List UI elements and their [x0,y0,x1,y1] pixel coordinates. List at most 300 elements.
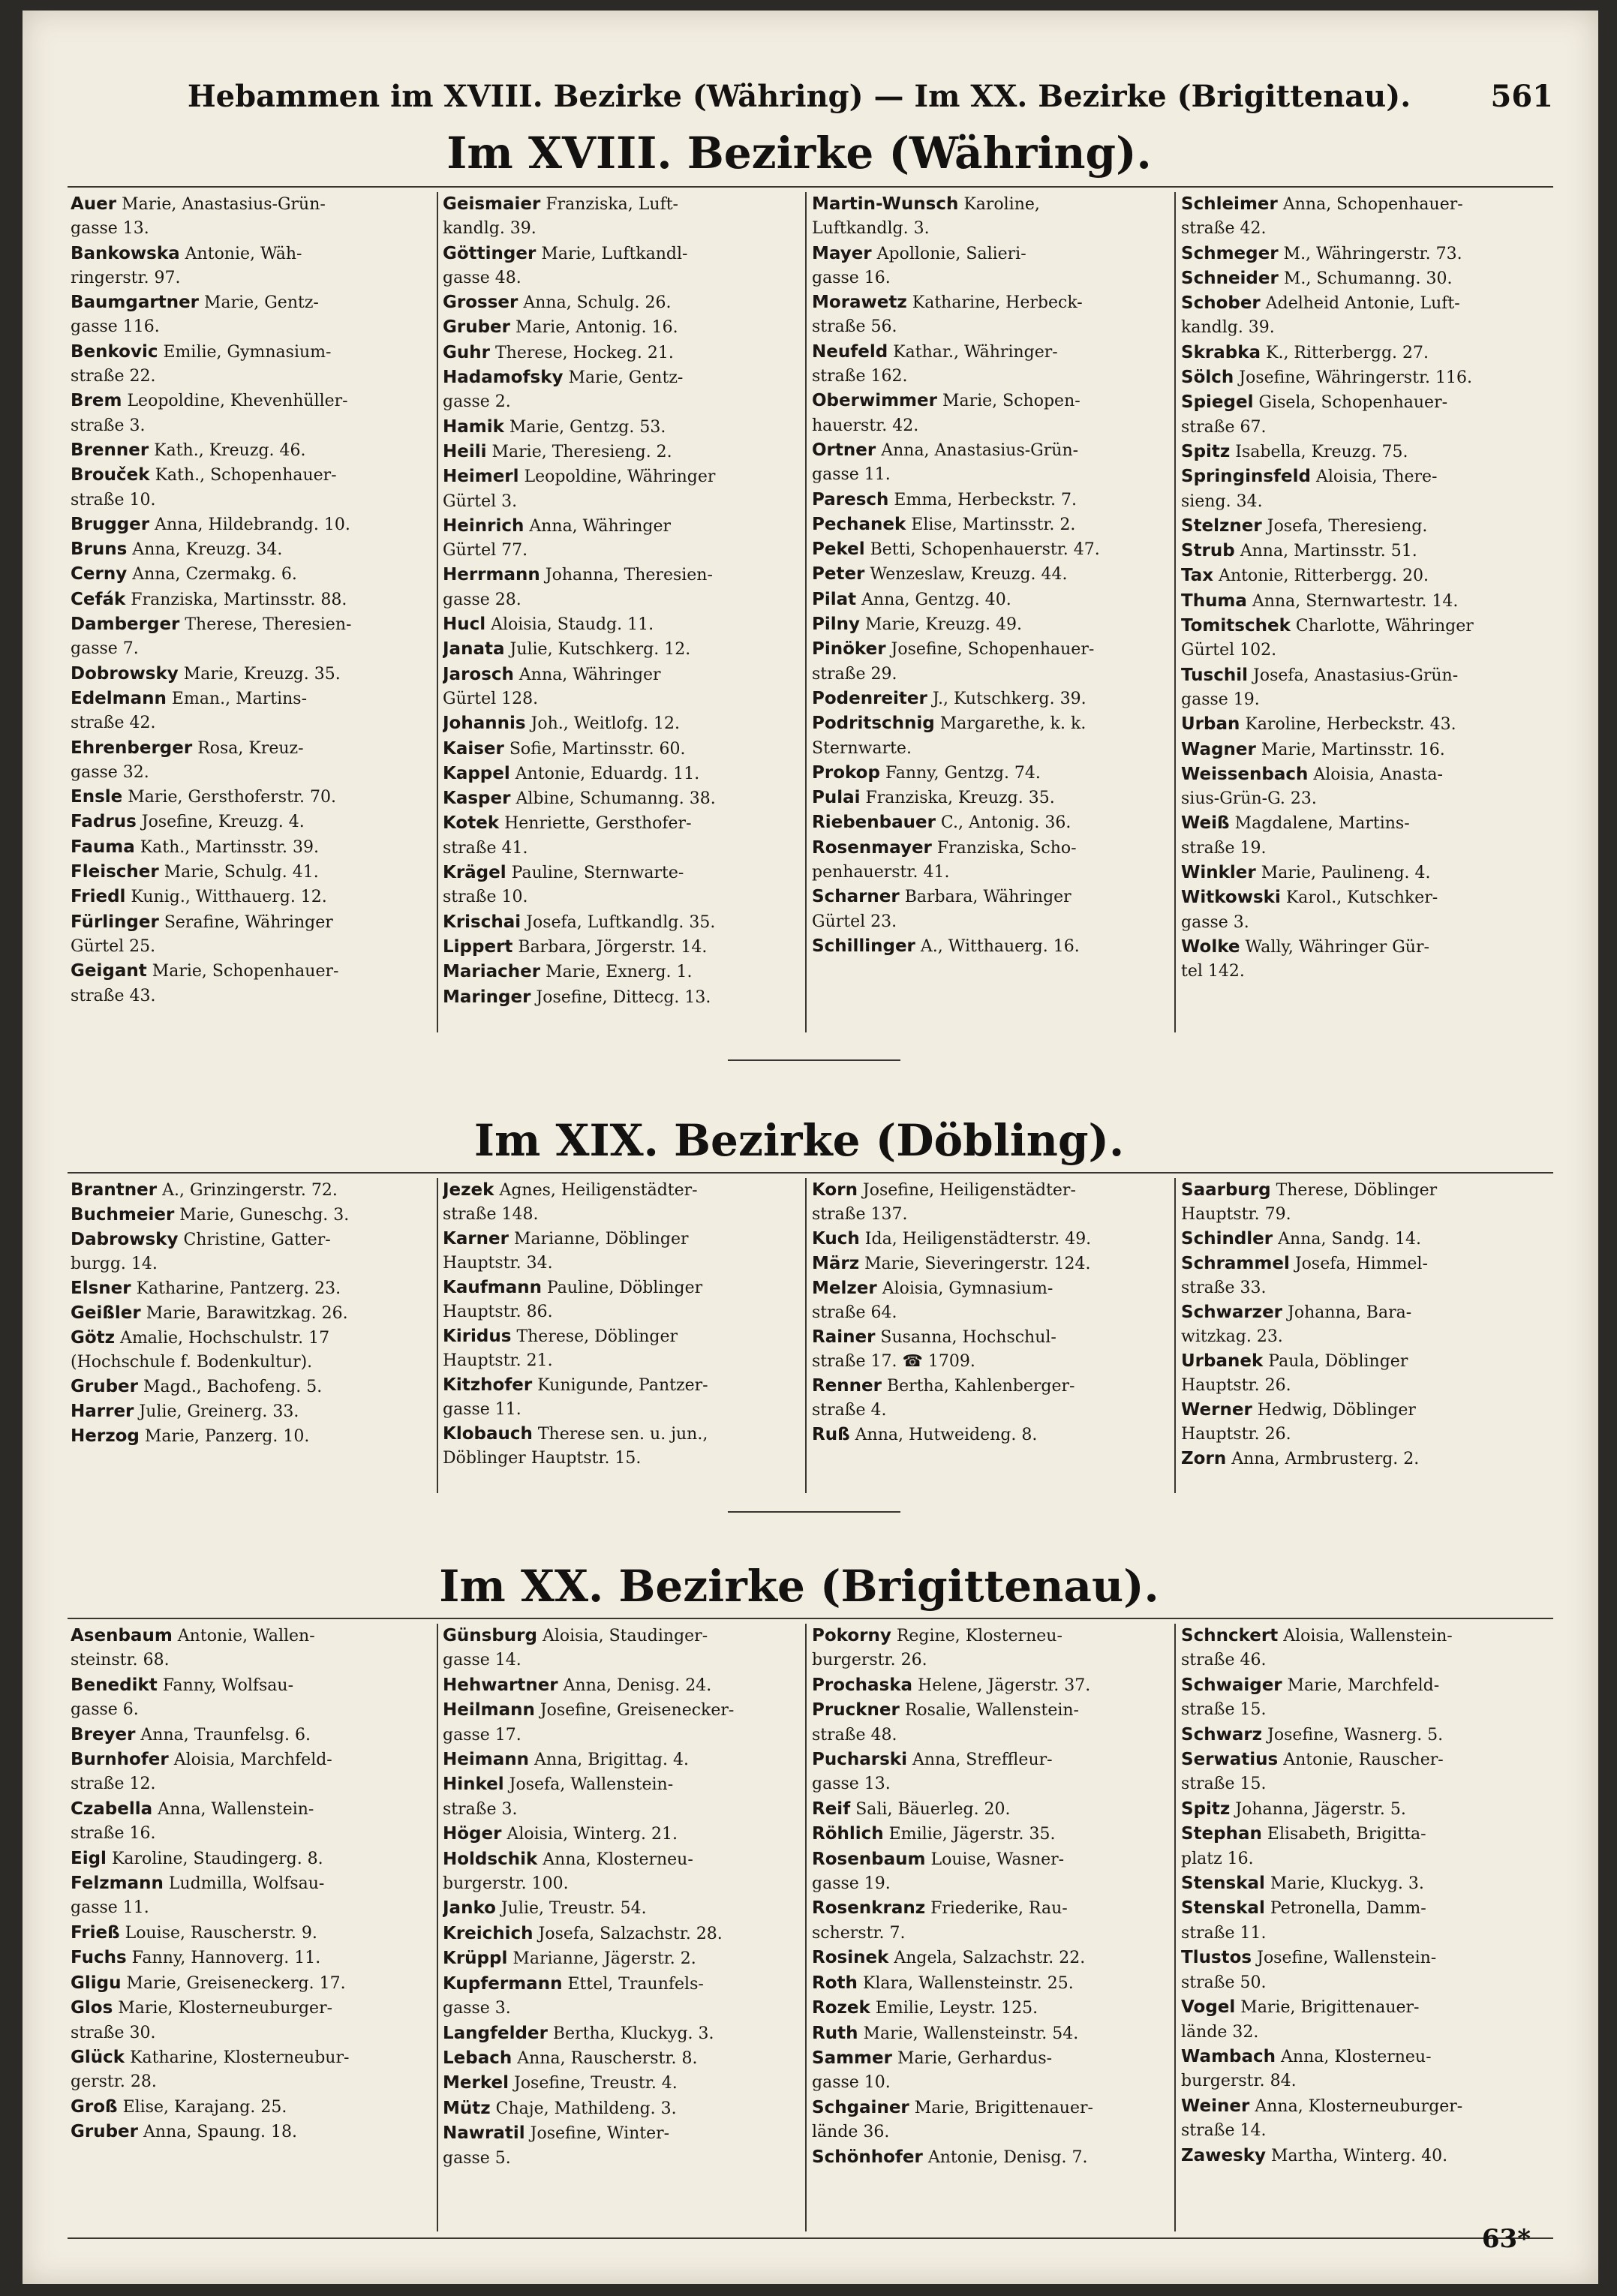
directory-entry [443,1324,798,1373]
entry-text: Zawesky Martha, Winterg. 40. [1181,2145,1448,2165]
entry-text: Hinkel Josefa, Wallenstein- [443,1775,674,1795]
entry-text: Heili Marie, Theresieng. 2. [443,441,672,461]
entry-surname: Hamik [443,416,504,437]
entry-surname: Kuch [812,1229,860,1249]
section-separator [728,1511,900,1513]
column-divider [437,1624,438,2231]
entry-surname: Podenreiter [812,688,927,708]
entry-surname: Heimerl [443,467,519,487]
directory-entry [1181,2094,1549,2144]
entry-surname: Kiridus [443,1327,512,1346]
column-s18-2 [443,192,798,1010]
entry-continuation: gasse 19. [1181,690,1260,709]
entry-surname: März [812,1254,860,1273]
entry-text: Spitz Isabella, Kreuzg. 75. [1181,441,1408,461]
directory-entry [812,438,1168,488]
entry-continuation: burgerstr. 84. [1181,2072,1297,2091]
entry-surname: Stelzner [1181,515,1262,536]
directory-entry [1181,1723,1549,1748]
directory-entry [1181,291,1549,341]
entry-surname: Brenner [71,440,149,460]
directory-entry [443,315,798,340]
directory-entry [71,1946,429,1970]
column-divider [1174,1178,1176,1493]
entry-text: Pechanek Elise, Martinsstr. 2. [812,514,1076,534]
entry-text: Rainer Susanna, Hochschul- [812,1327,1056,1347]
entry-surname: Herzog [71,1426,140,1446]
entry-surname: Tomitschek [1181,616,1291,636]
directory-entry [1181,1896,1549,1946]
column-s19-3 [812,1178,1168,1447]
directory-entry [812,1374,1168,1423]
entry-text: Riebenbauer C., Antonig. 36. [812,813,1071,833]
entry-surname: Wambach [1181,2046,1276,2066]
directory-entry [443,1422,798,1471]
directory-entry [812,1423,1168,1447]
entry-text: Kupfermann Ettel, Traunfels- [443,1973,704,1994]
entry-surname: Schrammel [1181,1254,1290,1273]
entry-text: Fuchs Fanny, Hannoverg. 11. [71,1948,321,1968]
entry-surname: Janata [443,639,505,660]
entry-continuation: straße 3. [443,1799,518,1819]
directory-entry [812,512,1168,537]
entry-continuation: straße 50. [1181,1973,1267,1992]
entry-surname: Geißler [71,1303,141,1323]
entry-text: Maringer Josefine, Ditteсg. 13. [443,987,711,1007]
entry-text: Tax Antonie, Ritterbergg. 20. [1181,566,1429,586]
entry-surname: Stephan [1181,1824,1262,1844]
entry-text: Gligu Marie, Greiseneckerg. 17. [71,1973,346,1993]
entry-text: Schrammel Josefa, Himmel- [1181,1254,1428,1273]
column-divider [805,1624,807,2231]
entry-surname: Podritschnig [812,714,935,734]
column-divider [805,1178,807,1493]
entry-surname: Kaufmann [443,1278,542,1297]
entry-text: Heimann Anna, Brigittag. 4. [443,1750,689,1770]
entry-surname: Schneider [1181,268,1279,288]
entry-surname: Lippert [443,936,513,957]
entry-surname: Felzmann [71,1874,164,1894]
directory-entry [71,1971,429,1996]
column-divider [805,192,807,1032]
page-number: 561 [1490,79,1553,114]
entry-continuation: Hauptstr. 21. [443,1351,553,1370]
signature-mark: 63* [1481,2224,1531,2254]
entry-surname: Edelmann [71,688,167,708]
entry-continuation: sius-Grün-G. 23. [1181,789,1317,809]
entry-surname: Göttinger [443,243,536,263]
entry-surname: Krüppl [443,1949,508,1969]
entry-surname: Damberger [71,615,180,635]
entry-text: Pilny Marie, Kreuzg. 49. [812,615,1022,635]
directory-entry [1181,663,1549,713]
directory-entry [443,985,798,1010]
entry-surname: Brugger [71,514,150,534]
entry-text: Glos Marie, Klosterneuburger- [71,1998,333,2018]
entry-text: Gruber Marie, Antonig. 16. [443,317,678,338]
entry-surname: Ortner [812,440,876,460]
entry-continuation: gasse 17. [443,1725,521,1745]
directory-entry [443,910,798,935]
entry-surname: Holdschik [443,1849,538,1869]
entry-surname: Serwatius [1181,1750,1279,1770]
directory-entry [812,934,1168,959]
entry-text: Springinsfeld Aloisia, There- [1181,467,1438,487]
entry-surname: Kreichich [443,1923,533,1943]
entry-text: Werner Hedwig, Döblinger [1181,1400,1416,1420]
entry-continuation: Hauptstr. 86. [443,1303,553,1321]
directory-entry [443,1772,798,1822]
entry-surname: Krägel [443,863,506,883]
entry-surname: Pruckner [812,1700,900,1720]
entry-continuation: straße 29. [812,664,897,684]
entry-surname: Kaiser [443,738,504,759]
entry-continuation: straße 48. [812,1725,897,1745]
entry-text: Gruber Magd., Bachofeng. 5. [71,1377,323,1396]
entry-text: Stephan Elisabeth, Brigitta- [1181,1824,1426,1844]
entry-text: Skrabka K., Ritterbergg. 27. [1181,342,1429,362]
entry-text: Urban Karoline, Herbeckstr. 43. [1181,714,1456,735]
directory-entry [1181,1624,1549,1673]
directory-entry [443,2071,798,2096]
directory-entry [812,1227,1168,1252]
entry-continuation: tel 142. [1181,962,1245,981]
entry-text: Tuschil Josefa, Anastasius-Grün- [1181,665,1459,685]
entry-continuation: witzkag. 23. [1181,1327,1283,1346]
section-title-xviii: Im XVIII. Bezirke (Währing). [446,128,1152,179]
section-rule [68,1618,1553,1619]
directory-entry [1181,935,1549,984]
entry-text: Fleischer Marie, Schulg. 41. [71,862,319,882]
directory-entry [443,341,798,365]
entry-text: Renner Bertha, Kahlenberger- [812,1376,1075,1396]
directory-entry [812,1847,1168,1897]
entry-text: Cerny Anna, Czermakg. 6. [71,564,297,585]
entry-surname: Buchmeier [71,1205,175,1225]
directory-entry [812,1822,1168,1847]
column-divider [1174,192,1176,1032]
entry-surname: Prochaska [812,1675,913,1695]
directory-entry [71,340,429,389]
directory-entry [443,2021,798,2046]
entry-surname: Gruber [443,317,511,338]
directory-entry [443,711,798,736]
entry-surname: Hehwartner [443,1675,558,1695]
directory-entry [812,836,1168,885]
entry-text: Glück Katharine, Klosterneubur- [71,2047,350,2067]
entry-text: Asenbaum Antonie, Wallen- [71,1626,315,1645]
directory-entry [71,290,429,340]
directory-entry [812,2046,1168,2096]
entry-surname: Röhlich [812,1824,884,1844]
directory-entry [71,1375,429,1399]
directory-entry [1181,885,1549,935]
entry-surname: Lebach [443,2048,512,2068]
directory-entry [443,1673,798,1698]
entry-surname: Heili [443,441,487,461]
entry-continuation: gasse 2. [443,392,511,412]
entry-surname: Springinsfeld [1181,467,1311,487]
entry-text: Göttinger Marie, Luftkandl- [443,243,688,263]
entry-text: Heinrich Anna, Währinger [443,515,671,536]
entry-surname: Strub [1181,541,1235,561]
entry-surname: Prokop [812,762,880,783]
entry-text: Pucharski Anna, Streffleur- [812,1750,1053,1770]
column-s18-1 [71,192,429,1008]
entry-surname: Spiegel [1181,392,1254,413]
entry-continuation: Gürtel 77. [443,541,528,560]
entry-surname: Jezek [443,1180,494,1200]
directory-entry [443,786,798,811]
directory-entry [443,737,798,762]
directory-entry [71,810,429,834]
directory-entry [71,463,429,512]
entry-surname: Roth [812,1973,858,1993]
entry-text: Pilat Anna, Gentzg. 40. [812,589,1011,609]
section-rule [68,1172,1553,1174]
entry-text: Friedl Kunig., Witthauerg. 12. [71,887,327,907]
entry-text: Damberger Therese, Theresien- [71,615,352,635]
entry-text: Eigl Karoline, Staudingerg. 8. [71,1848,323,1868]
entry-continuation: straße 42. [71,714,156,733]
directory-entry [443,1847,798,1897]
entry-continuation: straße 17. ☎ 1709. [812,1352,975,1371]
directory-entry [1181,811,1549,861]
entry-surname: Höger [443,1824,502,1844]
directory-entry [812,1325,1168,1374]
entry-text: Stenskal Marie, Kluckyg. 3. [1181,1874,1424,1894]
entry-surname: Paresch [812,489,889,509]
entry-text: Kasper Albine, Schumanng. 38. [443,789,716,809]
directory-entry [1181,2045,1549,2094]
directory-entry [1181,1300,1549,1349]
directory-entry [71,1276,429,1301]
entry-surname: Ruß [812,1425,850,1444]
directory-entry [71,1301,429,1326]
entry-surname: Heilmann [443,1700,535,1720]
entry-surname: Zawesky [1181,2145,1267,2165]
entry-text: Schönhofer Antonie, Denisg. 7. [812,2147,1088,2167]
entry-text: Fürlinger Serafine, Währinger [71,912,333,932]
entry-text: Gruber Anna, Spaung. 18. [71,2122,298,2142]
entry-surname: Geismaier [443,194,541,214]
entry-text: Martin-Wunsch Karoline, [812,194,1040,214]
directory-entry [71,910,429,960]
entry-text: Rosenmayer Franziska, Scho- [812,837,1077,858]
directory-entry [812,2021,1168,2046]
column-s18-3 [812,192,1168,959]
section-title-xx: Im XX. Bezirke (Brigittenau). [439,1561,1159,1612]
section-rule [68,186,1553,188]
entry-text: Harrer Julie, Greinerg. 33. [71,1402,299,1421]
entry-surname: Reif [812,1799,851,1819]
directory-entry [1181,365,1549,390]
entry-continuation: (Hochschule f. Bodenkultur). [71,1353,313,1372]
entry-text: Spitz Johanna, Jägerstr. 5. [1181,1799,1406,1819]
entry-text: Geißler Marie, Barawitzkag. 26. [71,1303,348,1323]
entry-surname: Glück [71,2047,125,2067]
entry-surname: Gruber [71,1377,139,1396]
entry-text: Winkler Marie, Paulineng. 4. [1181,863,1431,883]
entry-text: Pulai Franziska, Kreuzg. 35. [812,788,1055,808]
entry-surname: Schober [1181,293,1261,314]
entry-surname: Brem [71,391,122,411]
entry-text: Stenskal Petronella, Damm- [1181,1898,1426,1919]
entry-continuation: straße 33. [1181,1279,1267,1297]
entry-text: Höger Aloisia, Winterg. 21. [443,1824,678,1844]
entry-surname: Morawetz [812,293,907,313]
entry-surname: Eigl [71,1848,107,1868]
directory-entry [812,1797,1168,1822]
entry-text: Witkowski Karol., Kutschker- [1181,888,1438,908]
entry-text: Weiner Anna, Klosterneuburger- [1181,2096,1463,2116]
entry-text: Krischai Josefa, Luftkandlg. 35. [443,912,716,932]
entry-surname: Kappel [443,763,510,783]
entry-surname: Czabella [71,1799,153,1819]
entry-continuation: gasse 48. [443,268,521,287]
directory-entry [1181,390,1549,440]
entry-surname: Groß [71,2096,118,2117]
directory-entry [1181,266,1549,291]
entry-surname: Klobauch [443,1424,533,1444]
directory-entry [812,1698,1168,1748]
directory-entry [1181,2144,1549,2168]
entry-surname: Heinrich [443,515,524,536]
entry-continuation: penhauerstr. 41. [812,863,950,882]
directory-entry [71,1996,429,2045]
entry-text: Fadrus Josefine, Kreuzg. 4. [71,812,305,832]
entry-continuation: gasse 11. [71,1898,149,1918]
entry-surname: Schwarzer [1181,1303,1283,1322]
directory-entry [812,711,1168,761]
entry-text: Schober Adelheid Antonie, Luft- [1181,293,1460,314]
entry-text: Urbanek Paula, Döblinger [1181,1351,1408,1371]
column-divider [437,1178,438,1493]
entry-continuation: Hauptstr. 26. [1181,1425,1291,1444]
entry-text: Korn Josefine, Heiligenstädter- [812,1180,1076,1200]
entry-continuation: Döblinger Hauptstr. 15. [443,1449,642,1468]
entry-continuation: sieng. 34. [1181,491,1263,511]
entry-text: Buchmeier Marie, Guneschg. 3. [71,1205,350,1225]
directory-entry [1181,192,1549,242]
entry-surname: Renner [812,1376,882,1396]
entry-surname: Pekel [812,539,865,560]
entry-text: Wagner Marie, Martinsstr. 16. [1181,739,1445,759]
entry-text: Zorn Anna, Armbrusterg. 2. [1181,1449,1420,1468]
entry-continuation: platz 16. [1181,1849,1254,1868]
entry-surname: Rosenbaum [812,1849,926,1869]
entry-surname: Hinkel [443,1775,504,1795]
directory-entry [812,242,1168,291]
entry-continuation: straße 43. [71,986,156,1005]
entry-text: Auer Marie, Anastasius-Grün- [71,194,326,214]
entry-text: Saarburg Therese, Döblinger [1181,1180,1438,1200]
entry-continuation: straße 11. [1181,1923,1267,1943]
entry-text: Neufeld Kathar., Währinger- [812,341,1058,362]
entry-text: Nawratil Josefine, Winter- [443,2123,670,2144]
entry-surname: Mütz [443,2098,491,2118]
directory-entry [812,1673,1168,1698]
entry-text: Heimerl Leopoldine, Währinger [443,467,716,487]
entry-continuation: straße 162. [812,367,908,386]
entry-text: Ruß Anna, Hutweideng. 8. [812,1425,1038,1444]
entry-surname: Tuschil [1181,665,1249,685]
directory-entry [71,835,429,860]
entry-text: Baumgartner Marie, Gentz- [71,293,319,313]
entry-continuation: gasse 19. [812,1874,891,1894]
entry-text: Grosser Anna, Schulg. 26. [443,293,672,313]
directory-entry [71,687,429,736]
entry-continuation: scherstr. 7. [812,1923,906,1943]
column-s20-1 [71,1624,429,2145]
entry-continuation: lände 36. [812,2123,890,2142]
entry-surname: Skrabka [1181,342,1261,362]
entry-surname: Fauma [71,837,135,857]
entry-text: Janko Julie, Treustr. 54. [443,1898,647,1919]
directory-entry [71,562,429,587]
entry-surname: Benkovic [71,341,158,362]
entry-surname: Brantner [71,1180,158,1200]
entry-continuation: straße 67. [1181,417,1267,437]
directory-entry [812,1252,1168,1276]
entry-text: Weiß Magdalene, Martins- [1181,813,1410,834]
directory-entry [1181,1252,1549,1300]
directory-entry [1181,563,1549,588]
directory-entry [1181,1398,1549,1447]
entry-surname: Janko [443,1898,496,1919]
entry-surname: Nawratil [443,2123,525,2144]
entry-surname: Gruber [71,2122,139,2142]
entry-continuation: straße 15. [1181,1700,1267,1720]
entry-surname: Peter [812,564,865,585]
entry-text: Reif Sali, Bäuerleg. 20. [812,1799,1011,1819]
entry-text: Wambach Anna, Klosterneu- [1181,2046,1432,2066]
directory-entry [1181,341,1549,365]
entry-surname: Schindler [1181,1229,1273,1249]
directory-entry [1181,514,1549,539]
entry-text: Dabrowsky Christine, Gatter- [71,1230,331,1249]
directory-entry [71,1797,429,1847]
directory-entry [71,1424,429,1449]
entry-text: Stelzner Josefa, Theresieng. [1181,515,1428,536]
entry-surname: Weiner [1181,2096,1250,2116]
entry-continuation: gasse 16. [812,268,891,287]
entry-surname: Rosenkranz [812,1898,926,1919]
entry-text: Pekel Betti, Schopenhauerstr. 47. [812,539,1100,560]
entry-surname: Urban [1181,714,1240,735]
entry-continuation: Hauptstr. 34. [443,1254,553,1273]
entry-surname: Kupfermann [443,1973,563,1994]
section-title-xix: Im XIX. Bezirke (Döbling). [473,1115,1125,1166]
directory-entry [71,736,429,786]
entry-continuation: Gürtel 23. [812,912,897,931]
entry-text: Frieß Louise, Rauscherstr. 9. [71,1922,317,1943]
entry-text: Jarosch Anna, Währinger [443,664,661,684]
entry-surname: Hadamofsky [443,368,564,388]
column-s19-1 [71,1178,429,1449]
directory-entry [1181,1447,1549,1471]
entry-text: Mariacher Marie, Exnerg. 1. [443,962,693,982]
entry-surname: Winkler [1181,863,1256,883]
entry-text: Rosenkranz Friederike, Rau- [812,1898,1068,1919]
entry-surname: Korn [812,1180,858,1200]
entry-continuation: straße 46. [1181,1651,1267,1670]
entry-continuation: gasse 11. [443,1400,521,1419]
directory-entry [71,588,429,612]
entry-text: Tlustos Josefine, Wallenstein- [1181,1948,1437,1968]
entry-continuation: straße 30. [71,2023,156,2042]
directory-entry [443,1946,798,1971]
